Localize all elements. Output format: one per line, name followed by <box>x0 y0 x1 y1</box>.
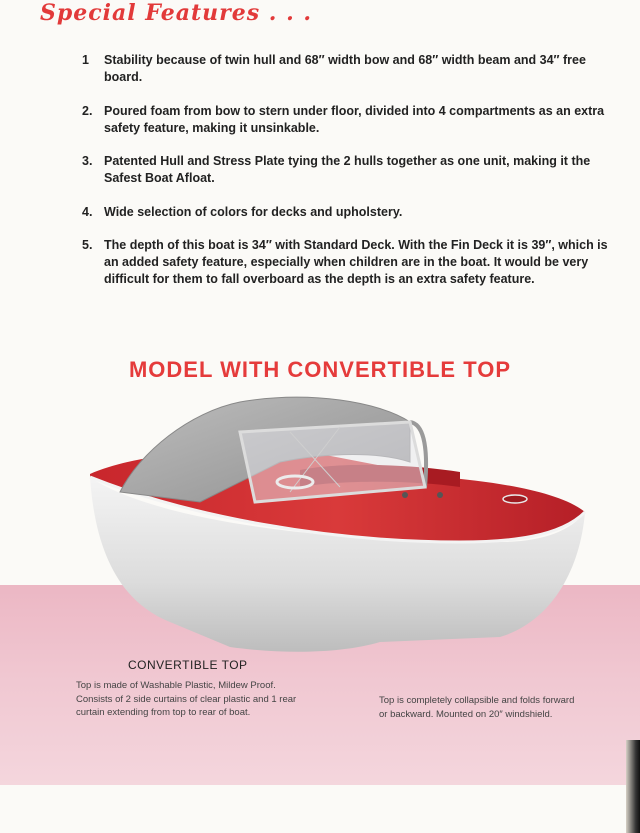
page-heading: Special Features . . . <box>40 0 313 26</box>
model-title: MODEL WITH CONVERTIBLE TOP <box>128 357 512 382</box>
feature-text: Patented Hull and Stress Plate tying the 2 hulls together as one unit, making it the Safest Boat Afloat. <box>104 154 591 185</box>
feature-number: 1 <box>82 53 89 67</box>
feature-text: Poured foam from bow to stern under floor, divided into 4 compartments as an extra safety feature, making it unsinkable. <box>104 104 605 135</box>
feature-item <box>82 204 610 221</box>
feature-list <box>82 52 610 288</box>
feature-item <box>82 103 610 137</box>
caption-left-text: Top is made of Washable Plastic, Mildew Proof. Consists of 2 side curtains of clear plastic and 1 rear curtain extending from top to rear of boat. <box>76 680 297 718</box>
caption-right-text: Top is completely collapsible and folds forward or backward. Mounted on 20″ windshield. <box>379 695 575 720</box>
page-edge-shadow <box>626 740 640 833</box>
boat-illustration <box>80 392 590 654</box>
feature-number: 5. <box>82 238 93 252</box>
feature-item <box>82 153 610 187</box>
boat-image <box>80 392 590 654</box>
feature-number: 3. <box>82 154 93 168</box>
feature-item <box>82 52 610 86</box>
feature-number: 2. <box>82 104 93 118</box>
caption-title: CONVERTIBLE TOP <box>128 658 248 672</box>
windshield <box>240 422 425 502</box>
feature-text: The depth of this boat is 34″ with Standard Deck. With the Fin Deck it is 39″, which is an added safety feature, especially when children are in the boat. It would be very difficult for them to fall overboard as the depth is an extra safety feature. <box>104 238 608 286</box>
feature-number: 4. <box>82 205 93 219</box>
feature-text: Wide selection of colors for decks and upholstery. <box>104 205 403 219</box>
feature-item <box>82 237 610 288</box>
feature-text: Stability because of twin hull and 68″ width bow and 68″ width beam and 34″ free board. <box>104 53 586 84</box>
